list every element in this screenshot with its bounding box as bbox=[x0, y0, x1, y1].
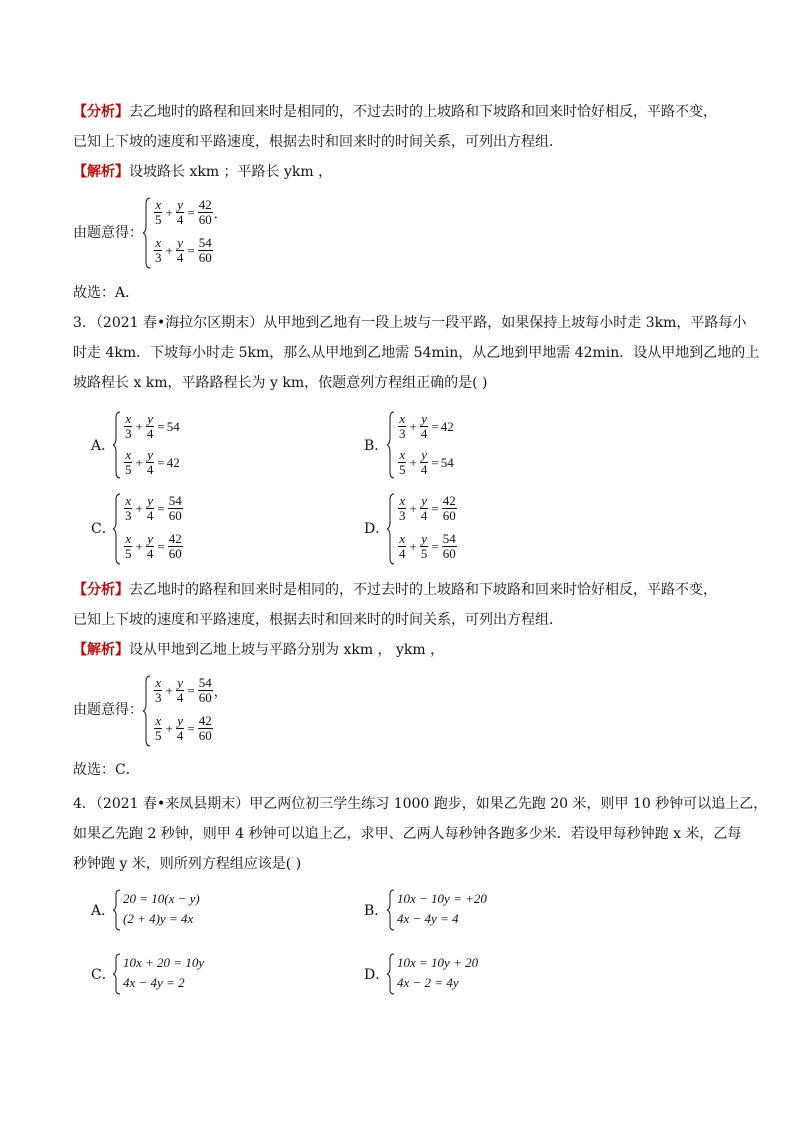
brace-icon bbox=[113, 410, 121, 480]
option-c-label: C． bbox=[91, 521, 116, 537]
brace-icon bbox=[143, 196, 151, 270]
q4-option-b-system: 10x − 10y = +20 4x − 4y = 4 bbox=[387, 889, 527, 931]
analysis-text: 去乙地时的路程和回来时是相同的，不过去时的上坡路和下坡路和回来时恰好相反，平路不变， bbox=[129, 104, 717, 120]
q4-option-c-label: C． bbox=[91, 967, 116, 983]
q3-analysis-paragraph-2: 已知上下坡的速度和平路速度，根据去时和回来时的时间关系，可列出方程组． bbox=[73, 612, 563, 628]
option-b-system: $\frac{x}{3}$ + $\frac{y}{4}$ = 42 $\frac{x}{5}$ + $\frac{y}{4}$ = 54 bbox=[387, 410, 487, 480]
brace-icon bbox=[387, 492, 395, 566]
option-d-label: D． bbox=[364, 521, 390, 537]
question-3-line-1: 3．（2021 春•海拉尔区期末）从甲地到乙地有一段上坡与一段平路，如果保持上坡每小时走 3km，平路每小 bbox=[73, 315, 747, 331]
solution-text: 设从甲地到乙地上坡与平路分别为 xkm ， ykm ， bbox=[129, 642, 445, 658]
equation-system bbox=[143, 196, 233, 270]
question-4-line-2: 如果乙先跑 2 秒钟，则甲 4 秒钟可以追上乙，求甲、乙两人每秒钟各跑多少米．若设甲每秒钟跑 x 米，乙每 bbox=[73, 826, 742, 842]
analysis-text: 去乙地时的路程和回来时是相同的，不过去时的上坡路和下坡路和回来时恰好相反，平路不变， bbox=[129, 582, 717, 598]
q3-answer-line: 故选：C． bbox=[73, 762, 140, 778]
q3-solution-paragraph bbox=[73, 640, 444, 660]
option-b-label: B． bbox=[364, 438, 389, 454]
question-3-line-2: 时走 4km．下坡每小时走 5km，那么从甲地到乙地需 54min，从乙地到甲地需 42min．设从甲地到乙地的上 bbox=[73, 345, 760, 361]
brace-icon bbox=[387, 953, 395, 995]
option-d-system: $\frac{x}{3}$ + $\frac{y}{4}$ = $\frac{42}{60}$ $\frac{x}{4}$ + $\frac{y}{5}$ = $\frac{54}{60}$ bbox=[387, 492, 487, 566]
brace-icon bbox=[113, 492, 121, 566]
brace-icon bbox=[143, 674, 151, 748]
q4-option-c-system: 10x + 20 = 10y 4x − 4y = 2 bbox=[113, 953, 253, 995]
q3-analysis-paragraph-1 bbox=[73, 580, 717, 600]
q3-system-intro: 由题意得： bbox=[73, 702, 143, 718]
option-c-system: $\frac{x}{3}$ + $\frac{y}{4}$ = $\frac{54}{60}$ $\frac{x}{5}$ + $\frac{y}{4}$ = $\frac{42}{60}$ bbox=[113, 492, 213, 566]
question-4-line-3: 秒钟跑 y 米，则所列方程组应该是( ) bbox=[73, 856, 302, 872]
brace-icon bbox=[387, 889, 395, 931]
equation-row-1: $\frac{x}{5}$ + $\frac{y}{4}$ = $\frac{42}{60}$ ． bbox=[155, 197, 227, 227]
q4-option-a-system: 20 = 10(x − y) (2 + 4)y = 4x bbox=[113, 889, 253, 931]
option-a-system: $\frac{x}{3}$ + $\frac{y}{4}$ = 54 $\frac{x}{5}$ + $\frac{y}{4}$ = 42 bbox=[113, 410, 213, 480]
analysis-tag: 【分析】 bbox=[73, 582, 129, 598]
q4-option-d-system: 10x = 10y + 20 4x − 2 = 4y bbox=[387, 953, 527, 995]
analysis-paragraph-2: 已知上下坡的速度和平路速度，根据去时和回来时的时间关系，可列出方程组． bbox=[73, 134, 563, 150]
solution-tag: 【解析】 bbox=[73, 642, 129, 658]
solution-paragraph bbox=[73, 162, 332, 182]
brace-icon bbox=[113, 889, 121, 931]
q4-option-b-label: B． bbox=[364, 903, 389, 919]
solution-tag: 【解析】 bbox=[73, 164, 129, 180]
question-3-line-3: 坡路程长 x km，平路路程长为 y km，依题意列方程组正确的是( ) bbox=[73, 375, 488, 391]
question-4-line-1: 4．（2021 春•来凤县期末）甲乙两位初三学生练习 1000 跑步，如果乙先跑 20 米，则甲 10 秒钟可以追上乙， bbox=[73, 796, 768, 812]
system-intro: 由题意得： bbox=[73, 225, 143, 241]
equation-row-2: $\frac{x}{3}$ + $\frac{y}{4}$ = $\frac{54}{60}$ bbox=[155, 235, 212, 265]
answer-line: 故选：A． bbox=[73, 285, 140, 301]
option-a-label: A． bbox=[91, 438, 116, 454]
brace-icon bbox=[113, 953, 121, 995]
q3-equation-system: $\frac{x}{3}$ + $\frac{y}{4}$ = $\frac{54}{60}$ ， $\frac{x}{5}$ + $\frac{y}{4}$ = $\frac{42}{60}$ bbox=[143, 674, 243, 748]
q4-option-d-label: D． bbox=[364, 967, 390, 983]
brace-icon bbox=[387, 410, 395, 480]
solution-text: 设坡路长 xkm ；平路长 ykm ， bbox=[129, 164, 333, 180]
analysis-paragraph-1 bbox=[73, 102, 717, 122]
q4-option-a-label: A． bbox=[91, 903, 116, 919]
analysis-tag: 【分析】 bbox=[73, 104, 129, 120]
